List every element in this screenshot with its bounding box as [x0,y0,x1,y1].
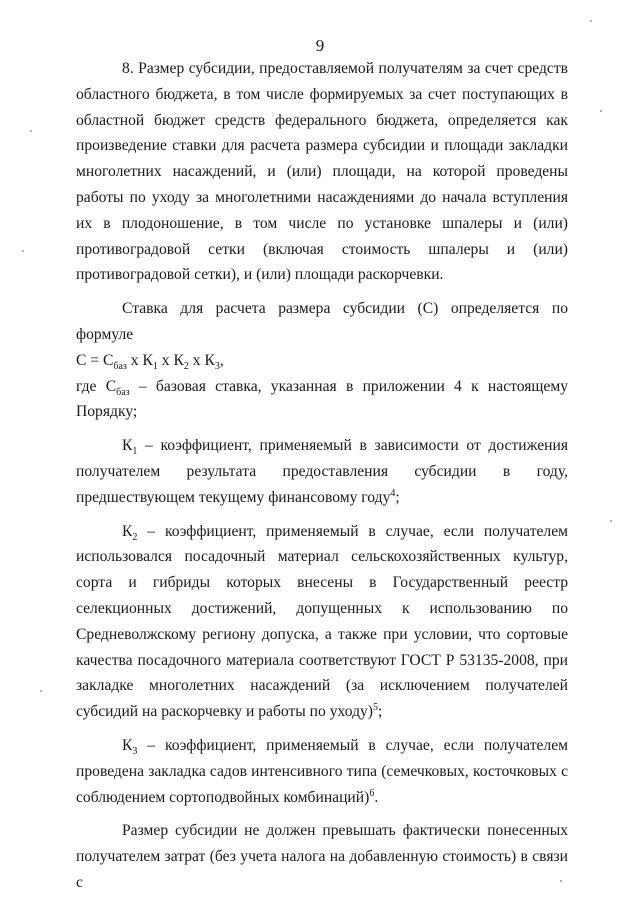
footnote-ref-6: 6 [369,787,375,799]
where-definition [76,374,568,426]
k2-text: – коэффициент, применяемый в случае, если получателем использовался посадочный материал сельскохозяйственных культур, сорта и гибриды которых внесены в Государственный реестр селекционных достижений, допущенных к использованию по Средневолжскому региону допуска, а также при условии, что сортовые качества посадочного материала соответствуют ГОСТ Р 53135-2008, при закладке многолетних насаждений (за исключением получателей субсидий на раскорчевку и работы по уходу) [76,522,568,721]
k3-symbol: К [122,736,133,754]
k1-symbol: К [122,437,133,455]
formula-k3: х К [188,351,215,369]
where-text: – базовая ставка, указанная в приложении 4 к настоящему Порядку; [76,377,568,421]
where-sub: баз [116,386,130,398]
k3-sub: 3 [132,746,138,758]
formula-sub-baz: баз [113,360,127,372]
last-paragraph: Размер субсидии не должен превышать фактически понесенных получателем затрат (без учета налога на добавленную стоимость) в связи с [76,822,568,891]
k3-definition [76,733,568,810]
formula-sub-2: 2 [183,360,189,372]
k1-text: – коэффициент, применяемый в зависимости от достижения получателем результата предоставления субсидии в году, предшествующем текущему финансовому году [76,437,568,506]
formula-sub-3: 3 [214,360,220,372]
scan-speck [590,20,592,22]
page-number: 9 [315,36,325,55]
formula-sub-1: 1 [152,360,158,372]
document-body [76,56,568,896]
formula-end: , [219,351,224,369]
formula-lhs: С = С [76,351,114,369]
where-prefix: где С [76,377,117,395]
formula-k2: х К [157,351,184,369]
footnote-ref-4: 4 [390,487,396,499]
scan-speck [610,520,612,522]
k1-sub: 1 [132,446,138,458]
formula [76,348,568,374]
rate-intro: Ставка для расчета размера субсидии (С) определяется по формуле [76,300,568,343]
k2-symbol: К [122,522,133,540]
scan-speck [40,690,42,692]
scan-speck [560,880,562,882]
scan-speck [22,250,24,252]
scan-speck [30,130,32,132]
k2-definition [76,519,568,725]
formula-k1: х К [126,351,153,369]
k1-definition [76,433,568,510]
paragraph-8: 8. Размер субсидии, предоставляемой получателям за счет средств областного бюджета, в том числе формируемых за счет поступающих в областной бюджет средств федерального бюджета, определяется как произведение ставки для расчета размера субсидии и площади закладки многолетних насаждений, и (или) площади, на которой проведены работы по уходу за многолетними насаждениями до начала вступления их в плодоношение, в том числе по установке шпалеры и (или) противоградовой сетки (включая стоимость шпалеры и (или) противоградовой сетки), и (или) площади раскорчевки. [76,60,568,284]
k3-text: – коэффициент, применяемый в случае, если получателем проведена закладка садов интенсивного типа (семечковых, косточковых с соблюдением сортоподвойных комбинаций) [76,736,568,806]
k3-end: . [374,788,379,806]
footnote-ref-5: 5 [373,701,378,713]
k2-end: ; [378,703,383,721]
k2-sub: 2 [132,531,138,543]
k1-end: ; [395,488,400,506]
scan-speck [600,110,602,112]
